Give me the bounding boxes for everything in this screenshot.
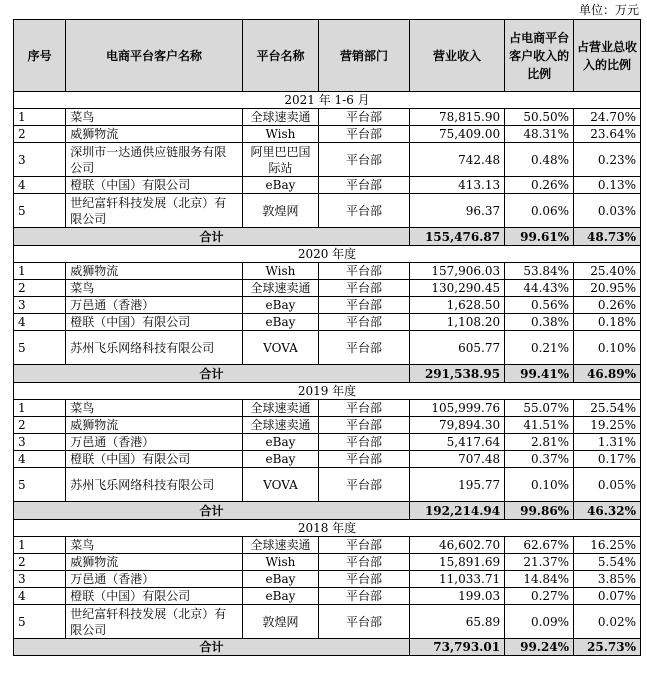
header-department: 营销部门 xyxy=(319,20,410,92)
revenue: 742.48 xyxy=(410,143,505,177)
customer-name: 橙联（中国）有限公司 xyxy=(66,451,243,468)
department: 平台部 xyxy=(319,537,410,554)
table-row xyxy=(14,194,641,228)
revenue: 605.77 xyxy=(410,331,505,365)
pct-platform: 0.56% xyxy=(505,297,574,314)
department: 平台部 xyxy=(319,451,410,468)
pct-total: 0.26% xyxy=(574,297,641,314)
row-number: 2 xyxy=(14,554,66,571)
customer-revenue-table xyxy=(13,19,641,656)
table-row xyxy=(14,400,641,417)
customer-name: 菜鸟 xyxy=(66,400,243,417)
platform-name: eBay xyxy=(242,571,318,588)
total-pct-platform: 99.24% xyxy=(505,639,574,656)
pct-total: 25.40% xyxy=(574,263,641,280)
revenue: 65.89 xyxy=(410,605,505,639)
revenue: 105,999.76 xyxy=(410,400,505,417)
pct-total: 0.05% xyxy=(574,468,641,502)
pct-total: 0.07% xyxy=(574,588,641,605)
pct-platform: 62.67% xyxy=(505,537,574,554)
platform-name: 敦煌网 xyxy=(242,605,318,639)
total-label: 合计 xyxy=(14,639,410,656)
pct-total: 0.17% xyxy=(574,451,641,468)
customer-name: 世纪富轩科技发展（北京）有限公司 xyxy=(66,605,243,639)
pct-total: 0.18% xyxy=(574,314,641,331)
total-label: 合计 xyxy=(14,502,410,520)
row-number: 3 xyxy=(14,571,66,588)
row-number: 1 xyxy=(14,263,66,280)
department: 平台部 xyxy=(319,280,410,297)
table-row xyxy=(14,537,641,554)
customer-name: 威狮物流 xyxy=(66,263,243,280)
department: 平台部 xyxy=(319,314,410,331)
revenue: 11,033.71 xyxy=(410,571,505,588)
total-row xyxy=(14,365,641,383)
pct-platform: 0.27% xyxy=(505,588,574,605)
pct-total: 0.13% xyxy=(574,177,641,194)
period-label: 2019 年度 xyxy=(14,383,641,400)
period-row xyxy=(14,246,641,263)
row-number: 4 xyxy=(14,177,66,194)
revenue: 199.03 xyxy=(410,588,505,605)
row-number: 5 xyxy=(14,468,66,502)
pct-total: 23.64% xyxy=(574,126,641,143)
table-row xyxy=(14,434,641,451)
row-number: 2 xyxy=(14,417,66,434)
period-row xyxy=(14,520,641,537)
pct-total: 3.85% xyxy=(574,571,641,588)
row-number: 1 xyxy=(14,400,66,417)
table-row xyxy=(14,263,641,280)
department: 平台部 xyxy=(319,605,410,639)
period-label: 2018 年度 xyxy=(14,520,641,537)
row-number: 4 xyxy=(14,588,66,605)
department: 平台部 xyxy=(319,400,410,417)
customer-name: 菜鸟 xyxy=(66,109,243,126)
row-number: 4 xyxy=(14,451,66,468)
customer-name: 苏州飞乐网络科技有限公司 xyxy=(66,331,243,365)
customer-name: 橙联（中国）有限公司 xyxy=(66,588,243,605)
department: 平台部 xyxy=(319,331,410,365)
platform-name: Wish xyxy=(242,554,318,571)
pct-platform: 21.37% xyxy=(505,554,574,571)
table-row xyxy=(14,109,641,126)
department: 平台部 xyxy=(319,194,410,228)
customer-name: 橙联（中国）有限公司 xyxy=(66,314,243,331)
revenue: 78,815.90 xyxy=(410,109,505,126)
table-row xyxy=(14,314,641,331)
table-row xyxy=(14,605,641,639)
customer-name: 菜鸟 xyxy=(66,280,243,297)
pct-platform: 50.50% xyxy=(505,109,574,126)
pct-platform: 0.37% xyxy=(505,451,574,468)
platform-name: VOVA xyxy=(242,331,318,365)
platform-name: 阿里巴巴国际站 xyxy=(242,143,318,177)
row-number: 2 xyxy=(14,280,66,297)
table-row xyxy=(14,571,641,588)
customer-name: 万邑通（香港） xyxy=(66,434,243,451)
pct-total: 24.70% xyxy=(574,109,641,126)
revenue: 157,906.03 xyxy=(410,263,505,280)
customer-name: 世纪富轩科技发展（北京）有限公司 xyxy=(66,194,243,228)
total-row xyxy=(14,639,641,656)
revenue: 707.48 xyxy=(410,451,505,468)
pct-total: 0.03% xyxy=(574,194,641,228)
period-row xyxy=(14,92,641,109)
total-pct-total: 46.89% xyxy=(574,365,641,383)
customer-name: 苏州飞乐网络科技有限公司 xyxy=(66,468,243,502)
pct-total: 19.25% xyxy=(574,417,641,434)
customer-name: 威狮物流 xyxy=(66,126,243,143)
total-pct-platform: 99.61% xyxy=(505,228,574,246)
platform-name: VOVA xyxy=(242,468,318,502)
pct-platform: 2.81% xyxy=(505,434,574,451)
platform-name: eBay xyxy=(242,177,318,194)
header-platform: 平台名称 xyxy=(242,20,318,92)
table-row xyxy=(14,331,641,365)
pct-platform: 48.31% xyxy=(505,126,574,143)
platform-name: eBay xyxy=(242,588,318,605)
row-number: 1 xyxy=(14,537,66,554)
department: 平台部 xyxy=(319,571,410,588)
pct-platform: 55.07% xyxy=(505,400,574,417)
table-row xyxy=(14,451,641,468)
platform-name: 全球速卖通 xyxy=(242,280,318,297)
total-pct-platform: 99.41% xyxy=(505,365,574,383)
pct-total: 20.95% xyxy=(574,280,641,297)
department: 平台部 xyxy=(319,143,410,177)
row-number: 5 xyxy=(14,194,66,228)
table-row xyxy=(14,588,641,605)
department: 平台部 xyxy=(319,297,410,314)
header-customer-name: 电商平台客户名称 xyxy=(66,20,243,92)
revenue: 195.77 xyxy=(410,468,505,502)
customer-name: 橙联（中国）有限公司 xyxy=(66,177,243,194)
platform-name: 全球速卖通 xyxy=(242,400,318,417)
revenue: 15,891.69 xyxy=(410,554,505,571)
pct-total: 0.10% xyxy=(574,331,641,365)
period-label: 2021 年 1-6 月 xyxy=(14,92,641,109)
table-row xyxy=(14,468,641,502)
platform-name: eBay xyxy=(242,434,318,451)
platform-name: 敦煌网 xyxy=(242,194,318,228)
total-pct-total: 46.32% xyxy=(574,502,641,520)
pct-platform: 0.48% xyxy=(505,143,574,177)
customer-name: 深圳市一达通供应链服务有限公司 xyxy=(66,143,243,177)
total-row xyxy=(14,228,641,246)
unit-label: 单位：万元 xyxy=(578,3,639,17)
revenue: 5,417.64 xyxy=(410,434,505,451)
department: 平台部 xyxy=(319,588,410,605)
revenue: 1,108.20 xyxy=(410,314,505,331)
pct-total: 25.54% xyxy=(574,400,641,417)
customer-name: 威狮物流 xyxy=(66,554,243,571)
row-number: 5 xyxy=(14,605,66,639)
table-row xyxy=(14,126,641,143)
table-body xyxy=(14,92,641,656)
pct-total: 5.54% xyxy=(574,554,641,571)
pct-platform: 0.06% xyxy=(505,194,574,228)
row-number: 4 xyxy=(14,314,66,331)
revenue: 46,602.70 xyxy=(410,537,505,554)
header-pct-total: 占营业总收入的比例 xyxy=(574,20,641,92)
department: 平台部 xyxy=(319,417,410,434)
row-number: 3 xyxy=(14,434,66,451)
header-no: 序号 xyxy=(14,20,66,92)
total-row xyxy=(14,502,641,520)
row-number: 1 xyxy=(14,109,66,126)
revenue: 96.37 xyxy=(410,194,505,228)
pct-platform: 41.51% xyxy=(505,417,574,434)
header-pct-platform: 占电商平台客户收入的比例 xyxy=(505,20,574,92)
total-revenue: 192,214.94 xyxy=(410,502,505,520)
revenue: 75,409.00 xyxy=(410,126,505,143)
pct-platform: 14.84% xyxy=(505,571,574,588)
header-revenue: 营业收入 xyxy=(410,20,505,92)
revenue: 130,290.45 xyxy=(410,280,505,297)
pct-platform: 53.84% xyxy=(505,263,574,280)
platform-name: 全球速卖通 xyxy=(242,417,318,434)
platform-name: Wish xyxy=(242,263,318,280)
pct-platform: 0.09% xyxy=(505,605,574,639)
platform-name: Wish xyxy=(242,126,318,143)
row-number: 3 xyxy=(14,297,66,314)
platform-name: 全球速卖通 xyxy=(242,109,318,126)
department: 平台部 xyxy=(319,126,410,143)
total-revenue: 155,476.87 xyxy=(410,228,505,246)
pct-platform: 0.10% xyxy=(505,468,574,502)
department: 平台部 xyxy=(319,109,410,126)
department: 平台部 xyxy=(319,434,410,451)
table-row xyxy=(14,554,641,571)
total-pct-total: 48.73% xyxy=(574,228,641,246)
revenue: 1,628.50 xyxy=(410,297,505,314)
platform-name: 全球速卖通 xyxy=(242,537,318,554)
pct-platform: 0.26% xyxy=(505,177,574,194)
row-number: 5 xyxy=(14,331,66,365)
total-label: 合计 xyxy=(14,228,410,246)
table-row xyxy=(14,177,641,194)
customer-name: 菜鸟 xyxy=(66,537,243,554)
pct-total: 1.31% xyxy=(574,434,641,451)
customer-name: 万邑通（香港） xyxy=(66,571,243,588)
table-row xyxy=(14,417,641,434)
row-number: 2 xyxy=(14,126,66,143)
department: 平台部 xyxy=(319,468,410,502)
pct-platform: 0.21% xyxy=(505,331,574,365)
customer-name: 万邑通（香港） xyxy=(66,297,243,314)
platform-name: eBay xyxy=(242,451,318,468)
platform-name: eBay xyxy=(242,297,318,314)
pct-total: 0.23% xyxy=(574,143,641,177)
total-label: 合计 xyxy=(14,365,410,383)
table-row xyxy=(14,280,641,297)
total-pct-platform: 99.86% xyxy=(505,502,574,520)
table-row xyxy=(14,297,641,314)
period-label: 2020 年度 xyxy=(14,246,641,263)
pct-platform: 0.38% xyxy=(505,314,574,331)
period-row xyxy=(14,383,641,400)
revenue: 413.13 xyxy=(410,177,505,194)
department: 平台部 xyxy=(319,177,410,194)
table-header-row xyxy=(14,20,641,92)
department: 平台部 xyxy=(319,263,410,280)
total-pct-total: 25.73% xyxy=(574,639,641,656)
revenue: 79,894.30 xyxy=(410,417,505,434)
total-revenue: 291,538.95 xyxy=(410,365,505,383)
department: 平台部 xyxy=(319,554,410,571)
pct-total: 0.02% xyxy=(574,605,641,639)
table-row xyxy=(14,143,641,177)
pct-platform: 44.43% xyxy=(505,280,574,297)
row-number: 3 xyxy=(14,143,66,177)
customer-name: 威狮物流 xyxy=(66,417,243,434)
platform-name: eBay xyxy=(242,314,318,331)
pct-total: 16.25% xyxy=(574,537,641,554)
total-revenue: 73,793.01 xyxy=(410,639,505,656)
